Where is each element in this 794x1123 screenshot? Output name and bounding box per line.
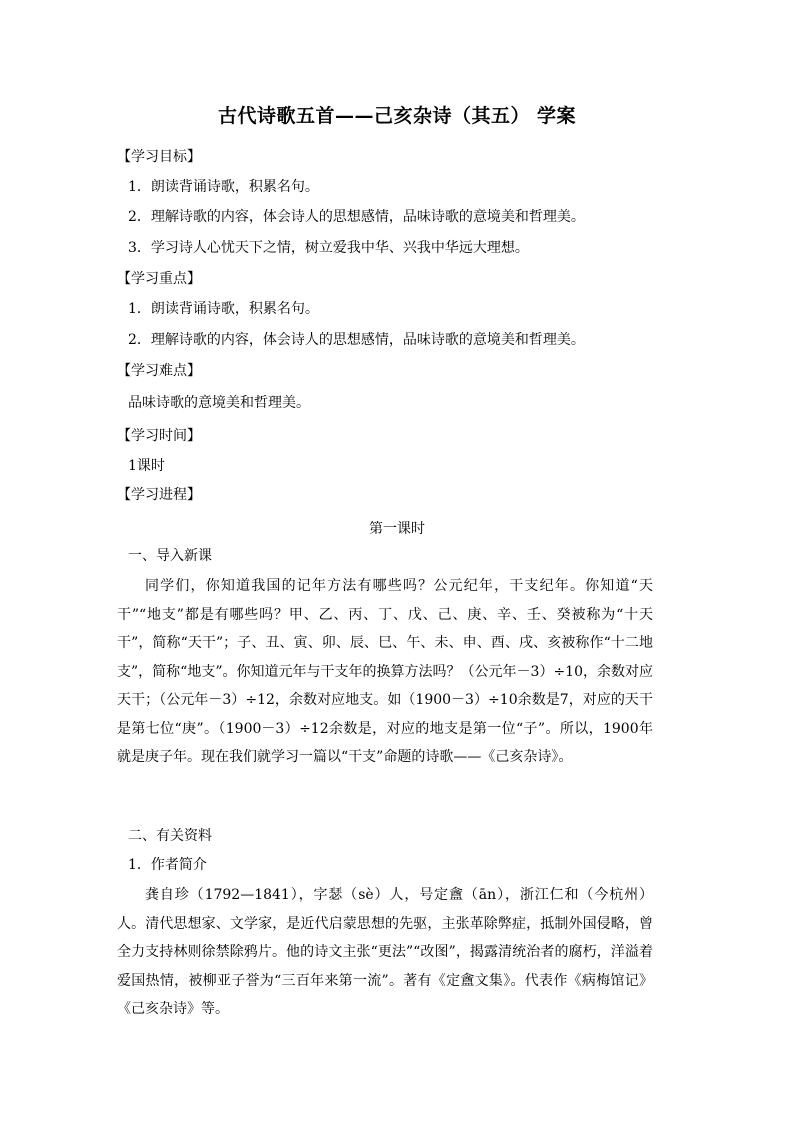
intro-paragraph: [117, 572, 653, 772]
focus-item: 1．朗读背诵诗歌，积累名句。: [128, 301, 319, 317]
goal-item: 1．朗读背诵诗歌，积累名句。: [128, 179, 319, 195]
lesson-title: 第一课时: [369, 521, 425, 537]
author-paragraph: [117, 881, 653, 1024]
focus-item: 2．理解诗歌的内容，体会诗人的思想感情，品味诗歌的意境美和哲理美。: [128, 332, 585, 348]
subsection-title: 1．作者简介: [128, 857, 207, 873]
section-title: 二、有关资料: [128, 828, 212, 844]
document-title: 古代诗歌五首——己亥杂诗（其五） 学案: [217, 105, 577, 127]
intro-text: 同学们，你知道我国的记年方法有哪些吗？公元纪年，干支纪年。你知道“天干”“地支”都是有哪些吗？甲、乙、丙、丁、戊、己、庚、辛、壬、癸被称为“十天干”，简称“天干”；子、丑、寅、卯、辰、巳、午、未、申、酉、戌、亥被称作“十二地支”，简称“地支”。你知道元年与干支年的换算方法吗？（公元年－3）÷10，余数对应天干；（公元年－3）÷12，余数对应地支。如（1900－3）÷10余数是7，对应的天干是第七位“庚”。（1900－3）÷12余数是，对应的地支是第一位“子”。所以，1900年就是庚子年。现在我们就学习一篇以“干支”命题的诗歌——《己亥杂诗》。: [117, 578, 653, 765]
goal-item: 2．理解诗歌的内容，体会诗人的思想感情，品味诗歌的意境美和哲理美。: [128, 209, 585, 225]
time-text: 1课时: [128, 458, 165, 474]
author-text: 龚自珍（1792—1841），字瑟（sè）人，号定盦（ān），浙江仁和（今杭州）人。清代思想家、文学家，是近代启蒙思想的先驱，主张革除弊症，抵制外国侵略，曾全力支持林则徐禁除鸦片。他的诗文主张“更法”“改图”，揭露清统治者的腐朽，洋溢着爱国热情，被柳亚子誉为“三百年来第一流”。著有《定盦文集》。代表作《病梅馆记》《己亥杂诗》等。: [117, 887, 653, 1017]
time-heading: 【学习时间】: [117, 428, 201, 444]
difficulty-heading: 【学习难点】: [117, 363, 201, 379]
difficulty-text: 品味诗歌的意境美和哲理美。: [128, 395, 310, 411]
process-heading: 【学习进程】: [117, 487, 201, 503]
section-title: 一、导入新课: [128, 548, 212, 564]
goals-heading: 【学习目标】: [117, 149, 201, 165]
focus-heading: 【学习重点】: [117, 271, 201, 287]
goal-item: 3．学习诗人心忧天下之情，树立爱我中华、兴我中华远大理想。: [128, 240, 529, 256]
